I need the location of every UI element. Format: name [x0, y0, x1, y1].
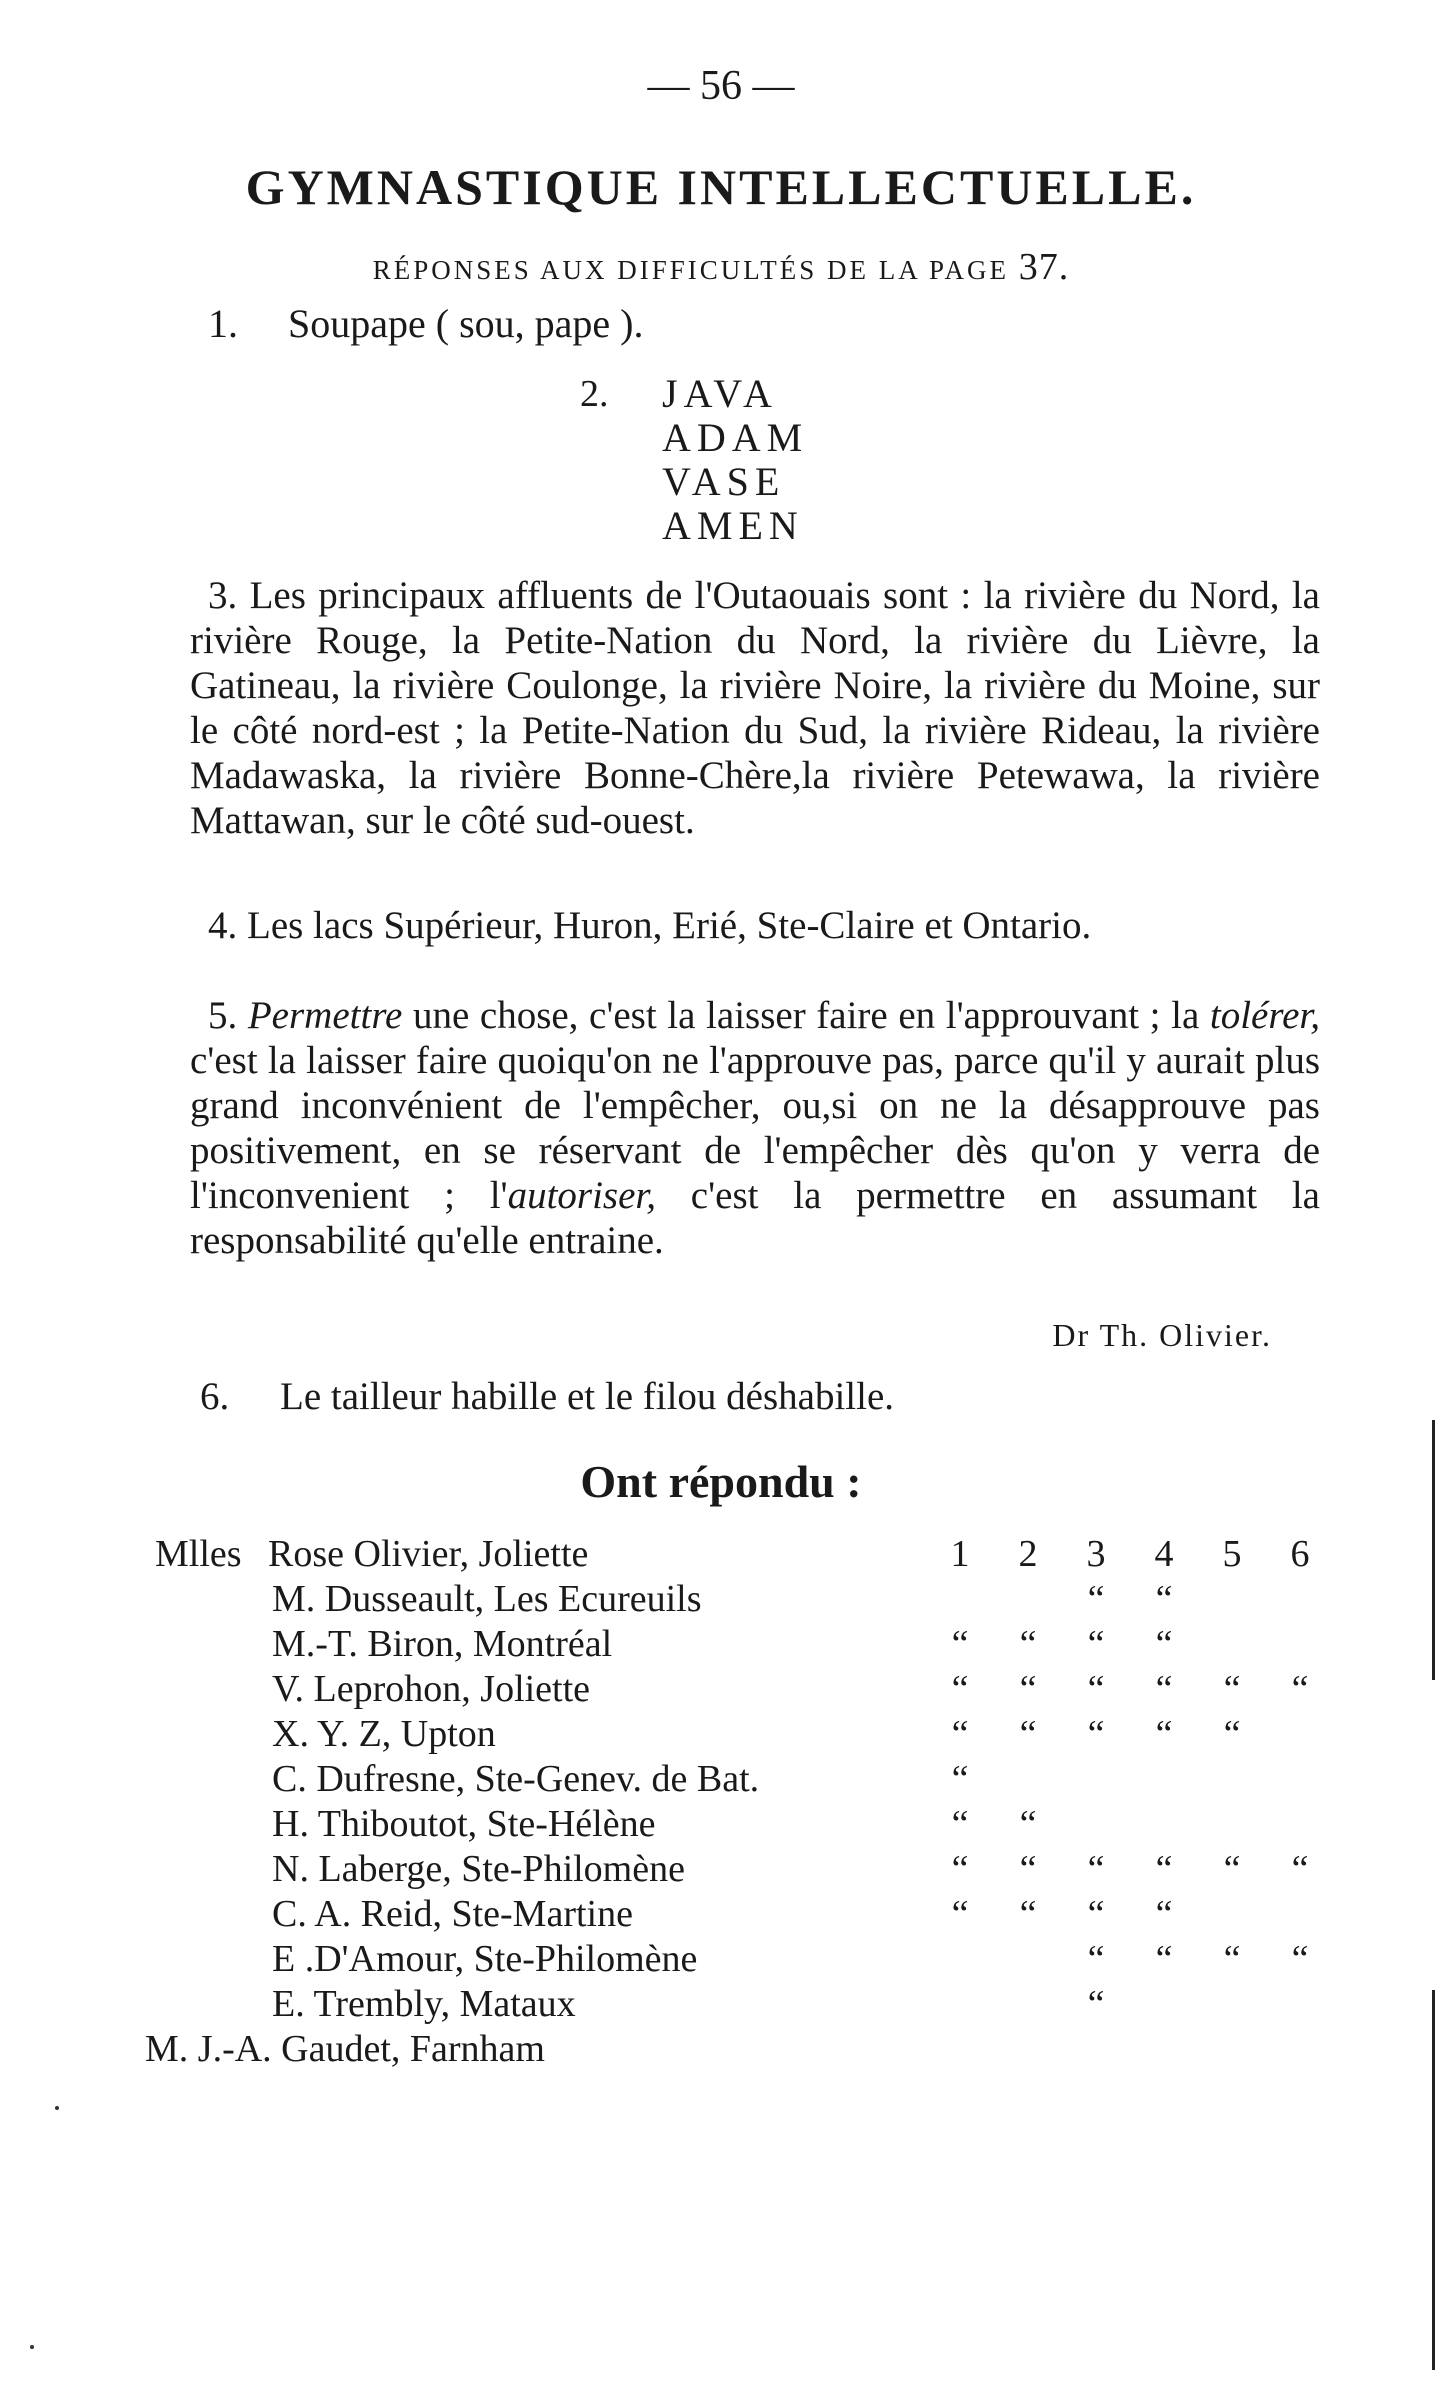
answer-3-text: Les principaux affluents de l'Outaouais sont : la rivière du Nord, la rivière Rouge, la Petite-Nation du Nord, la rivière du Lièvre, la Gatineau, la rivière Coulonge, la rivière Noire, la rivière du Moine, sur le côté nord-est ; la Petite-Nation du Sud, la rivière Rideau, la rivière Madawaska, la rivière Bonne-Chère,la rivière Petewawa, la rivière Mattawan, sur le côté sud-ouest.: [190, 574, 1320, 842]
respondent-name: V. Leprohon, Joliette: [272, 1668, 591, 1710]
answer-mark: “: [1087, 1938, 1105, 1980]
respondent-name: H. Thiboutot, Ste-Hélène: [272, 1803, 656, 1845]
answer-mark: “: [1087, 1578, 1105, 1620]
respondent-row: [0, 1892, 1442, 1937]
respondent-rows: [0, 1577, 1442, 2072]
respondent-name: M. J.-A. Gaudet, Farnham: [145, 2028, 545, 2070]
column-header: 5: [1222, 1533, 1242, 1575]
answer-4: [190, 903, 1320, 948]
respondent-row: [0, 1667, 1442, 1712]
answer-mark: “: [1291, 1668, 1309, 1710]
respondent-row: [0, 1712, 1442, 1757]
respondent-name: E .D'Amour, Ste-Philomène: [272, 1938, 698, 1980]
answer-6-text: Le tailleur habille et le filou déshabille.: [280, 1375, 895, 1418]
respondent-name: X. Y. Z, Upton: [272, 1713, 496, 1755]
answer-mark: “: [1019, 1623, 1037, 1665]
answer-4-number: 4.: [208, 904, 238, 947]
respondent-name: Rose Olivier, Joliette: [268, 1533, 589, 1575]
print-speck: [55, 2106, 59, 2110]
answer-mark: “: [1223, 1848, 1241, 1890]
answer-mark: “: [1087, 1848, 1105, 1890]
print-speck: [30, 2345, 34, 2349]
answer-mark: “: [1291, 1938, 1309, 1980]
page-number: — 56 —: [647, 63, 795, 109]
answer-5-text-2: c'est la laisser faire quoiqu'on ne l'approuve pas, parce qu'il y aurait plus grand inconvénient de l'empêcher, ou,si on ne la désapprouve pas positivement, en se réservant de l'empêcher dès qu'on y verra de l'inconvenient ; l': [190, 1039, 1320, 1217]
subtitle-text: RÉPONSES AUX DIFFICULTÉS DE LA PAGE: [372, 255, 1010, 285]
answer-3: [190, 573, 1320, 843]
respondent-name: N. Laberge, Ste-Philomène: [272, 1848, 685, 1890]
answer-mark: “: [1019, 1803, 1037, 1845]
answer-mark: “: [1155, 1713, 1173, 1755]
answer-mark: “: [1019, 1668, 1037, 1710]
answer-1-number: 1.: [208, 301, 238, 346]
answer-mark: “: [951, 1848, 969, 1890]
respondent-row: [0, 1982, 1442, 2027]
answer-mark: “: [1155, 1893, 1173, 1935]
respondents-list: [0, 1532, 1442, 2072]
answer-mark: “: [1087, 1983, 1105, 2025]
term-tolerer: tolérer,: [1209, 994, 1320, 1037]
word-square-row: JAVA: [662, 371, 778, 416]
column-header: 2: [1018, 1533, 1038, 1575]
word-square-row: ADAM: [662, 415, 809, 460]
answer-mark: “: [1223, 1938, 1241, 1980]
respondent-name: M. Dusseault, Les Ecureuils: [272, 1578, 702, 1620]
answer-mark: “: [951, 1803, 969, 1845]
answer-3-number: 3.: [208, 574, 238, 617]
answer-mark: “: [951, 1623, 969, 1665]
answer-mark: “: [1155, 1623, 1173, 1665]
respondent-row: [0, 1577, 1442, 1622]
column-header: 4: [1154, 1533, 1174, 1575]
subtitle-page: 37.: [1018, 246, 1070, 288]
answer-mark: “: [1223, 1713, 1241, 1755]
answer-6: [200, 1374, 894, 1419]
answer-mark: “: [1019, 1713, 1037, 1755]
respondent-row: [0, 1532, 1442, 1577]
answer-mark: “: [1155, 1848, 1173, 1890]
answer-mark: “: [1155, 1578, 1173, 1620]
respondent-row: [0, 1937, 1442, 1982]
page-edge-mark: [1432, 1990, 1435, 2370]
respondent-name: M.-T. Biron, Montréal: [272, 1623, 613, 1665]
respondent-row: [0, 1757, 1442, 1802]
answer-mark: “: [951, 1668, 969, 1710]
term-autoriser: autoriser,: [507, 1174, 657, 1217]
answer-mark: “: [951, 1758, 969, 1800]
page-title: GYMNASTIQUE INTELLECTUELLE.: [245, 159, 1197, 215]
respondent-name: C. Dufresne, Ste-Genev. de Bat.: [272, 1758, 760, 1800]
word-square-row: AMEN: [662, 503, 804, 548]
answer-5-text-1: une chose, c'est la laisser faire en l'approuvant ; la: [402, 994, 1210, 1037]
word-square-row: VASE: [662, 459, 786, 504]
respondent-row: [0, 2027, 1442, 2072]
column-header: 3: [1086, 1533, 1106, 1575]
respondent-row: [0, 1847, 1442, 1892]
answer-mark: “: [1087, 1623, 1105, 1665]
answer-mark: “: [1223, 1668, 1241, 1710]
answer-2-number: 2.: [580, 373, 609, 415]
answer-mark: “: [1155, 1668, 1173, 1710]
answer-1: [208, 300, 643, 347]
page-edge-mark: [1432, 1420, 1435, 1680]
answer-5-text-3: c'est la permettre en assumant la responsabilité qu'elle entraine.: [190, 1174, 1320, 1262]
signature: Dr Th. Olivier.: [1052, 1317, 1272, 1353]
answer-mark: “: [951, 1713, 969, 1755]
answer-4-text: Les lacs Supérieur, Huron, Erié, Ste-Claire et Ontario.: [247, 904, 1092, 947]
respondent-name: C. A. Reid, Ste-Martine: [272, 1893, 633, 1935]
answer-5-number: 5.: [208, 994, 238, 1037]
answer-mark: “: [951, 1893, 969, 1935]
respondents-title: Ont répondu :: [580, 1456, 862, 1507]
answer-mark: “: [1155, 1938, 1173, 1980]
subtitle: [0, 245, 1442, 289]
answer-mark: “: [1019, 1893, 1037, 1935]
answer-mark: “: [1087, 1668, 1105, 1710]
answer-1-text: Soupape ( sou, pape ).: [288, 301, 644, 346]
word-square: [662, 372, 808, 548]
column-header: 1: [950, 1533, 970, 1575]
column-header: 6: [1290, 1533, 1310, 1575]
respondent-name: E. Trembly, Mataux: [272, 1983, 576, 2025]
answer-mark: “: [1087, 1893, 1105, 1935]
answer-mark: “: [1019, 1848, 1037, 1890]
respondent-row: [0, 1622, 1442, 1667]
answer-mark: “: [1291, 1848, 1309, 1890]
respondent-row: [0, 1802, 1442, 1847]
answer-5: [190, 993, 1320, 1263]
answer-6-number: 6.: [200, 1375, 230, 1418]
respondents-label: Mlles: [155, 1533, 242, 1575]
term-permettre: Permettre: [247, 994, 403, 1037]
answer-mark: “: [1087, 1713, 1105, 1755]
